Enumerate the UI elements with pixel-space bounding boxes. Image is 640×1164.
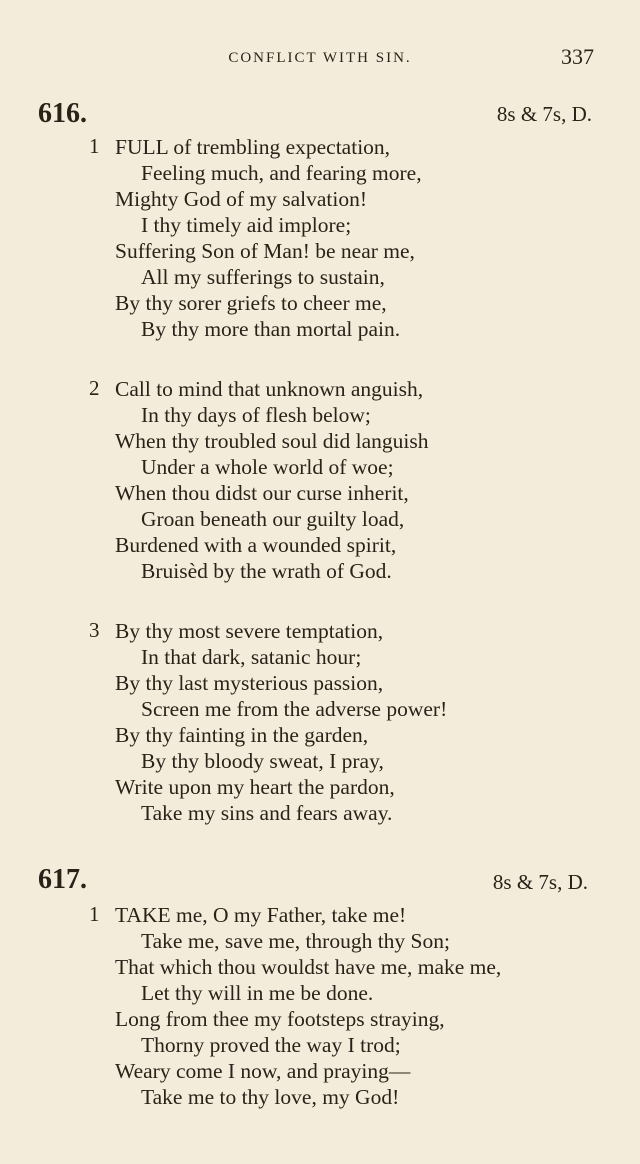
verse-line: Let thy will in me be done. — [141, 981, 374, 1005]
hymn-number: 616. — [38, 98, 87, 129]
hymn-number: 617. — [38, 864, 87, 895]
verse-line: By thy fainting in the garden, — [115, 723, 369, 747]
verse-line: Groan beneath our guilty load, — [141, 507, 405, 531]
verse-line: Burdened with a wounded spirit, — [115, 533, 397, 557]
running-title: CONFLICT WITH SIN. — [228, 50, 412, 66]
hymn-meter: 8s & 7s, D. — [496, 102, 592, 126]
verse-line: When thou didst our curse inherit, — [115, 481, 409, 505]
hymn-meter: 8s & 7s, D. — [492, 870, 588, 894]
verse-line: Take my sins and fears away. — [141, 801, 393, 825]
verse-line: By thy sorer griefs to cheer me, — [115, 291, 387, 315]
verse-line: Long from thee my footsteps straying, — [115, 1007, 445, 1031]
verse-line: In that dark, satanic hour; — [141, 645, 362, 669]
verse-line: Mighty God of my salvation! — [115, 187, 368, 211]
verse-line: I thy timely aid implore; — [141, 213, 352, 237]
page-number: 337 — [561, 44, 594, 69]
verse-line: Take me to thy love, my God! — [141, 1085, 400, 1109]
verse-line: Call to mind that unknown anguish, — [115, 377, 424, 401]
verse-line: Feeling much, and fearing more, — [141, 161, 422, 185]
verse-line: Bruisèd by the wrath of God. — [141, 559, 392, 583]
verse-line: By thy bloody sweat, I pray, — [141, 749, 384, 773]
verse-line: When thy troubled soul did languish — [115, 429, 429, 453]
verse-line: Take me, save me, through thy Son; — [141, 929, 450, 953]
stanza-number: 3 — [89, 618, 100, 642]
verse-line: By thy last mysterious passion, — [115, 671, 384, 695]
verse-line: FULL of trembling expectation, — [115, 135, 391, 159]
stanza-number: 1 — [89, 902, 100, 926]
verse-line: Suffering Son of Man! be near me, — [115, 239, 415, 263]
verse-line: All my sufferings to sustain, — [141, 265, 385, 289]
verse-line: That which thou wouldst have me, make me, — [115, 955, 502, 979]
verse-line: TAKE me, O my Father, take me! — [115, 903, 407, 927]
verse-line: Under a whole world of woe; — [141, 455, 394, 479]
verse-line: By thy most severe temptation, — [115, 619, 384, 643]
verse-line: Write upon my heart the pardon, — [115, 775, 395, 799]
verse-line: Weary come I now, and praying— — [115, 1059, 411, 1083]
verse-line: Thorny proved the way I trod; — [141, 1033, 401, 1057]
stanza-number: 1 — [89, 134, 100, 158]
verse-line: In thy days of flesh below; — [141, 403, 371, 427]
verse-line: Screen me from the adverse power! — [141, 697, 448, 721]
verse-line: By thy more than mortal pain. — [141, 317, 401, 341]
stanza-number: 2 — [89, 376, 100, 400]
